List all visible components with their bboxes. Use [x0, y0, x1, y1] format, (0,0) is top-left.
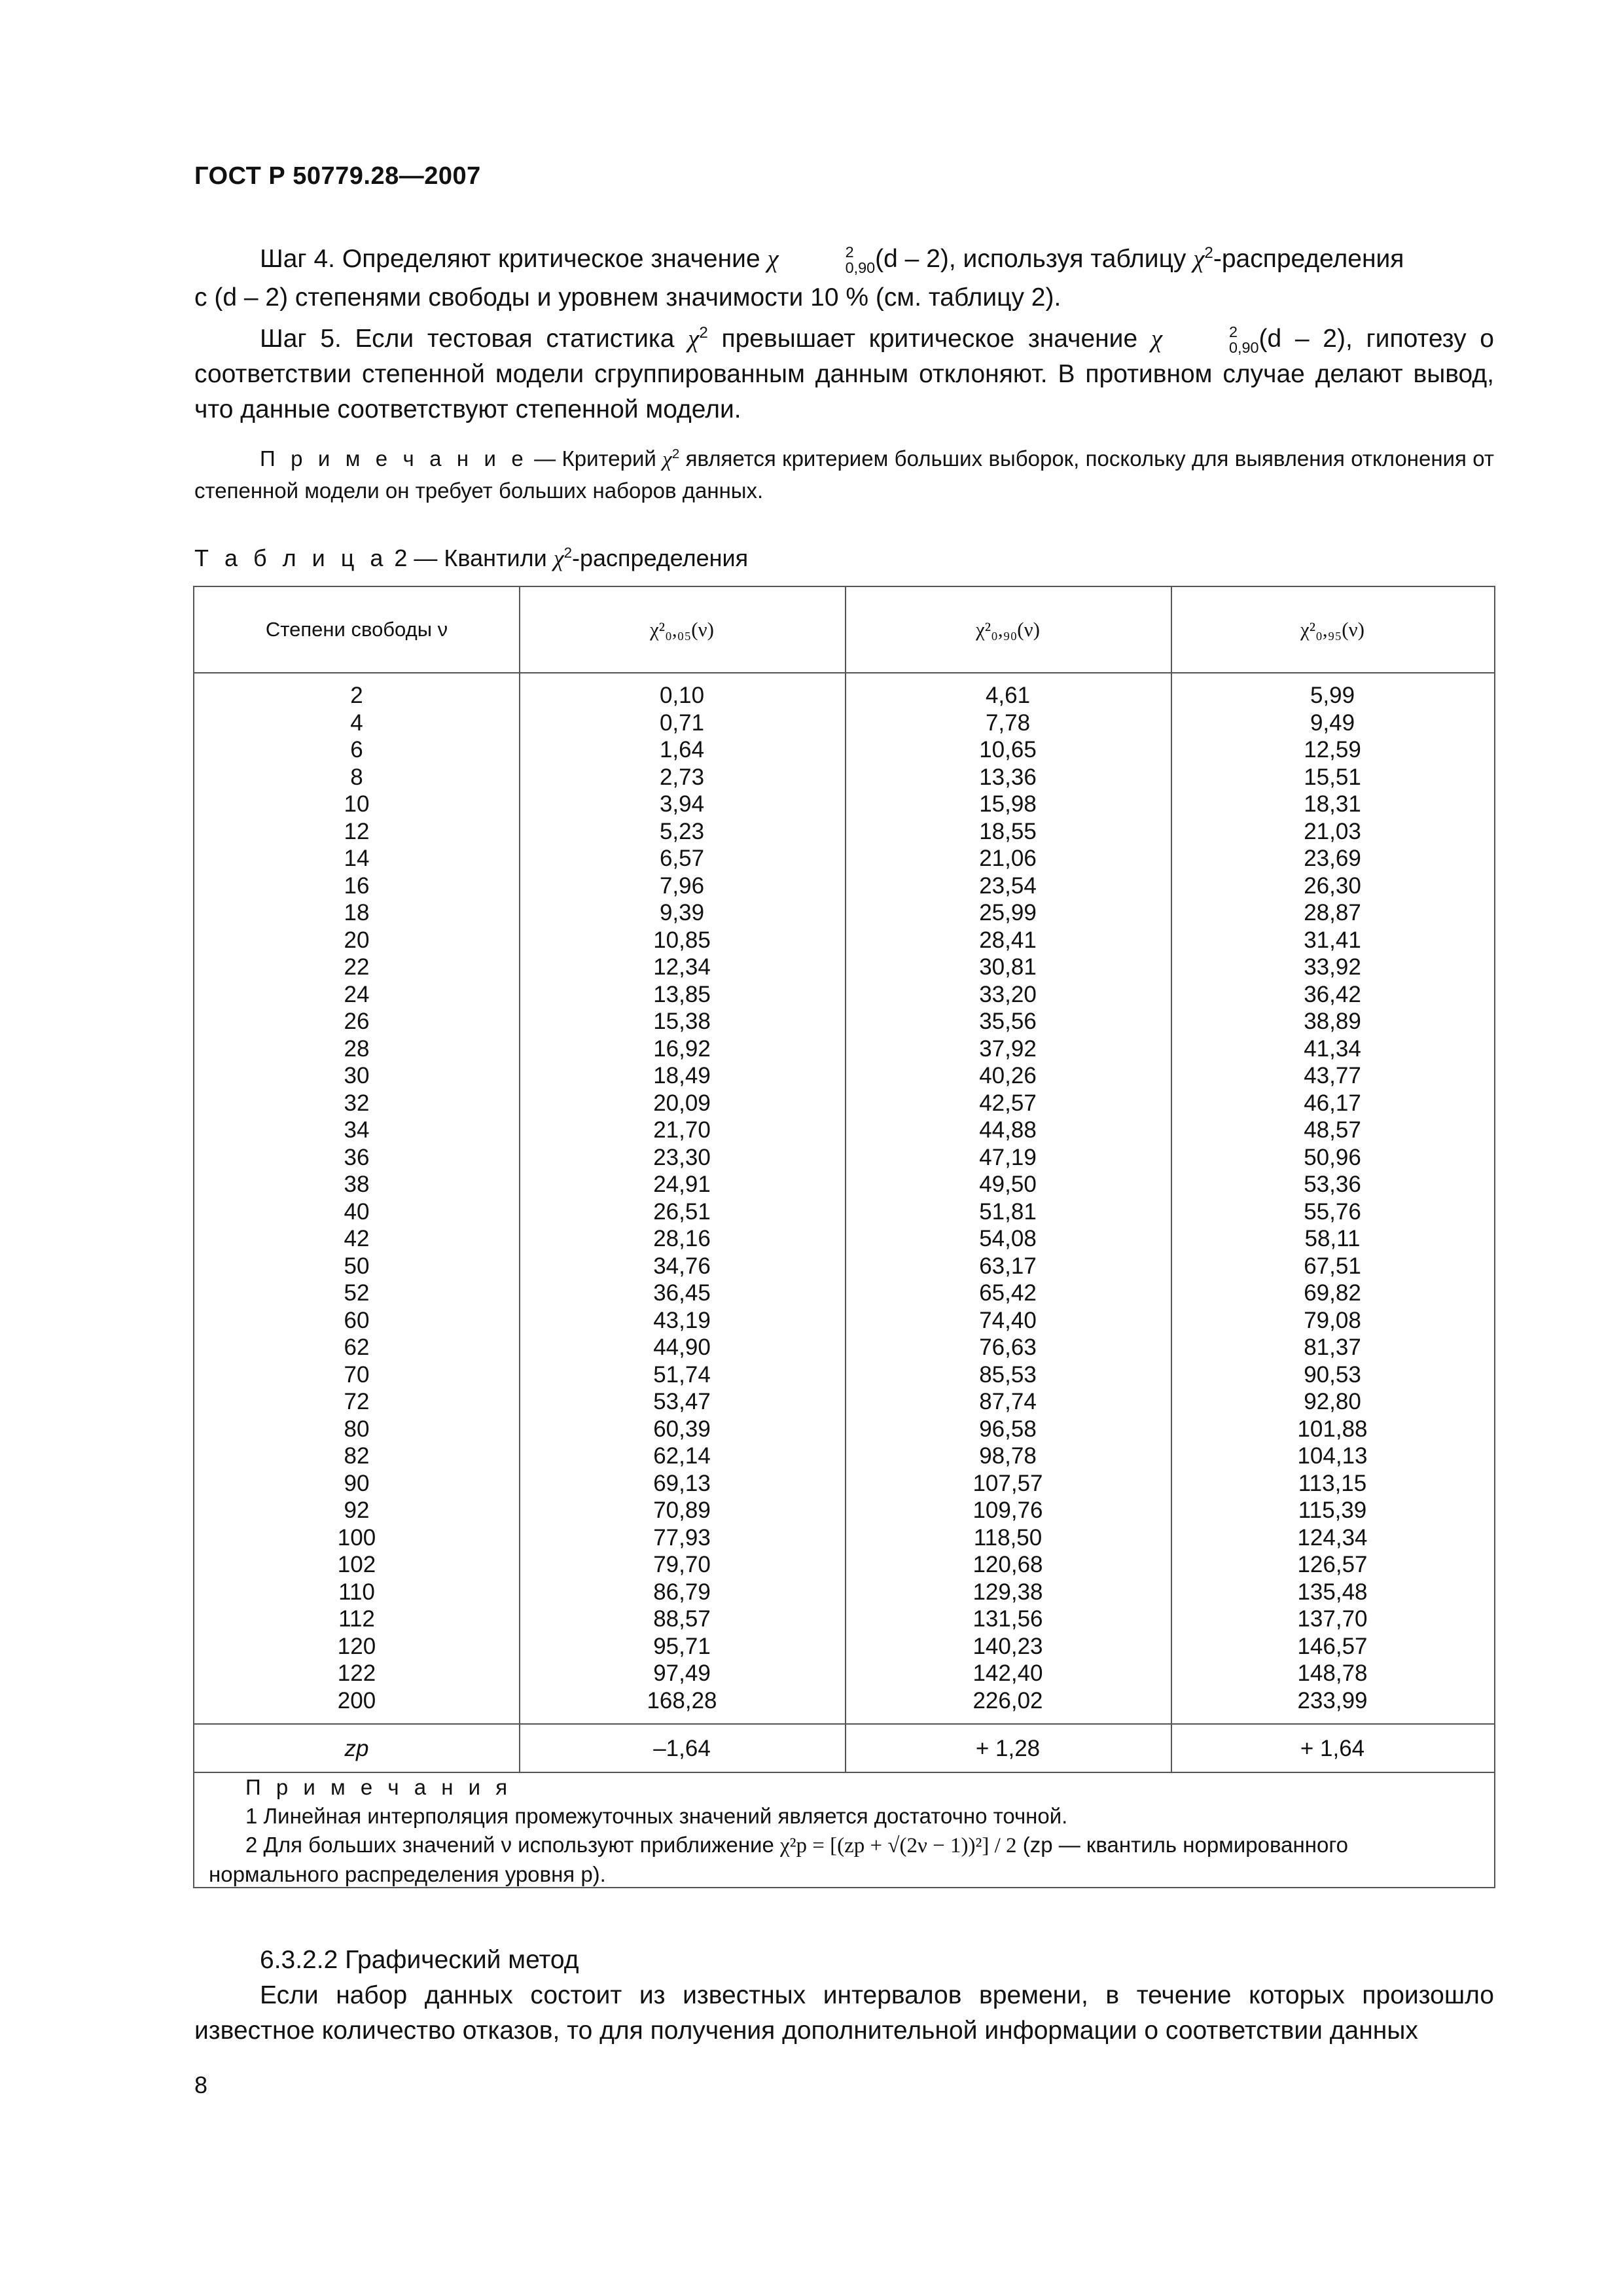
quantile-0-05-value: 95,71 — [653, 1633, 711, 1659]
quantile-0-90-value: 49,50 — [979, 1172, 1037, 1197]
header-degrees-of-freedom: Степени свободы ν — [265, 618, 448, 641]
nu-value: 22 — [344, 954, 370, 980]
quantile-0-95-value: 41,34 — [1304, 1035, 1361, 1062]
nu-value: 70 — [344, 1361, 370, 1388]
nu-value: 2 — [350, 683, 363, 708]
nu-value: 4 — [350, 709, 363, 736]
quantile-0-90-value: 63,17 — [979, 1253, 1037, 1279]
nu-value: 34 — [344, 1117, 370, 1143]
quantile-0-90-value: 74,40 — [979, 1307, 1037, 1333]
quantile-0-90-value: 107,57 — [972, 1470, 1043, 1496]
quantile-0-95-value: 50,96 — [1304, 1144, 1361, 1170]
table-note-2 — [194, 1831, 1494, 1860]
nu-value: 60 — [344, 1307, 370, 1333]
quantile-0-90-value: 109,76 — [972, 1498, 1043, 1523]
quantile-0-90-value: 33,20 — [979, 981, 1037, 1007]
quantile-0-95-value: 18,31 — [1304, 791, 1361, 817]
quantile-0-05-value: 43,19 — [653, 1307, 711, 1333]
nu-value: 40 — [344, 1198, 370, 1225]
step-5-middle: превышает критическое значение — [707, 325, 1151, 353]
quantile-0-95-value: 101,88 — [1297, 1416, 1368, 1442]
quantile-0-05-value: 60,39 — [653, 1416, 711, 1442]
quantile-0-05-value: 18,49 — [653, 1063, 711, 1088]
quantile-0-05-value: 70,89 — [653, 1498, 711, 1523]
chi-superscript: 2 — [1204, 244, 1213, 262]
header-chi-0-05: χ²₀,₀₅(ν) — [650, 618, 714, 641]
quantile-0-90-value: 37,92 — [979, 1035, 1037, 1062]
nu-value: 8 — [350, 764, 363, 790]
table-divider — [194, 1723, 1494, 1725]
table-notes — [194, 1773, 1494, 1889]
chi-symbol: χ — [1150, 325, 1163, 353]
quantile-0-95-value: 113,15 — [1298, 1470, 1367, 1496]
quantile-0-90-value: 226,02 — [972, 1687, 1043, 1713]
quantile-0-05-value: 10,85 — [653, 927, 711, 953]
nu-value: 52 — [344, 1280, 370, 1306]
quantile-0-95-value: 26,30 — [1304, 872, 1361, 899]
quantile-0-90-value: 54,08 — [979, 1226, 1037, 1251]
quantile-0-90-value: 142,40 — [972, 1660, 1043, 1686]
quantile-0-05-value: 0,10 — [659, 683, 705, 708]
nu-value: 82 — [344, 1443, 370, 1469]
quantile-0-05-value: 6,57 — [659, 846, 705, 871]
quantile-0-05-value: 7,96 — [659, 872, 705, 899]
quantile-0-90-value: 4,61 — [985, 683, 1031, 708]
quantile-0-95-value: 28,87 — [1304, 900, 1361, 925]
quantile-0-05-value: 97,49 — [653, 1660, 711, 1686]
table-caption-text: 2 — Квантили — [387, 545, 554, 571]
quantile-0-95-value: 124,34 — [1297, 1524, 1368, 1551]
quantile-0-05-value: 1,64 — [659, 737, 705, 762]
column-chi-0-05 — [519, 682, 845, 1714]
quantile-0-90-value: 10,65 — [979, 737, 1037, 762]
note-paragraph — [194, 439, 1494, 507]
quantile-0-05-value: 79,70 — [653, 1552, 711, 1577]
quantile-0-90-value: 13,36 — [979, 764, 1037, 790]
nu-value: 62 — [344, 1335, 370, 1360]
quantile-0-90-value: 25,99 — [979, 900, 1037, 925]
quantile-0-90-value: 18,55 — [979, 818, 1037, 844]
step-4-argument: (d – 2), используя таблицу — [875, 245, 1194, 273]
quantile-0-05-value: 0,71 — [659, 709, 705, 736]
page-number: 8 — [194, 2072, 208, 2098]
quantile-0-05-value: 9,39 — [659, 900, 705, 925]
step-5-suffix: (d – 2), гипотезу о соответствии степенной модели сгруппированным данным отклоняют. В противном случае делают вывод, что данные соответствуют степенной модели. — [194, 325, 1494, 423]
quantile-0-05-value: 23,30 — [653, 1144, 711, 1170]
table-notes-title: П р и м е ч а н и я — [245, 1775, 512, 1799]
column-chi-0-95 — [1171, 682, 1494, 1714]
quantile-0-95-value: 146,57 — [1297, 1633, 1368, 1659]
quantile-0-95-value: 67,51 — [1304, 1253, 1361, 1279]
chi-superscript: 2 — [845, 243, 854, 261]
nu-value: 10 — [344, 791, 370, 817]
quantile-0-95-value: 90,53 — [1304, 1361, 1361, 1388]
document-id: ГОСТ Р 50779.28—2007 — [194, 162, 481, 190]
step-5-paragraph — [194, 315, 1494, 427]
nu-value: 122 — [337, 1660, 376, 1686]
quantile-0-90-value: 98,78 — [979, 1443, 1037, 1469]
table-caption — [194, 545, 748, 572]
nu-value: 50 — [344, 1253, 370, 1279]
nu-value: 112 — [338, 1606, 375, 1632]
quantile-0-05-value: 86,79 — [653, 1579, 711, 1605]
quantile-0-95-value: 79,08 — [1304, 1307, 1361, 1333]
step-4-line-2: с (d – 2) степенями свободы и уровнем значимости 10 % (см. таблицу 2). — [194, 283, 1061, 312]
quantile-0-05-value: 88,57 — [653, 1606, 711, 1632]
section-text: Если набор данных состоит из известных интервалов времени, в течение которых произошло известное количество отказов, то для получения дополнительной информации о соответствии данных — [194, 1981, 1494, 2045]
nu-value: 32 — [344, 1090, 370, 1116]
nu-value: 80 — [344, 1416, 370, 1442]
quantile-0-95-value: 126,57 — [1297, 1552, 1368, 1577]
chi-symbol: χ — [662, 448, 672, 471]
step-4-prefix: Шаг 4. Определяют критическое значение — [260, 245, 768, 273]
chi-superscript: 2 — [699, 324, 708, 342]
quantile-0-95-value: 46,17 — [1304, 1090, 1361, 1116]
quantile-0-05-value: 51,74 — [653, 1361, 711, 1388]
nu-value: 6 — [350, 737, 363, 762]
quantile-0-90-value: 44,88 — [979, 1117, 1037, 1143]
approximation-formula: χ²p = [(zp + √(2ν − 1))²] / 2 — [780, 1834, 1017, 1857]
quantile-0-95-value: 69,82 — [1304, 1280, 1361, 1306]
quantile-0-95-value: 23,69 — [1304, 846, 1361, 871]
quantile-0-90-value: 42,57 — [979, 1090, 1037, 1116]
nu-value: 26 — [344, 1009, 370, 1034]
nu-value: 102 — [337, 1552, 376, 1577]
quantile-0-90-value: 129,38 — [972, 1579, 1043, 1605]
quantile-0-90-value: 118,50 — [973, 1524, 1043, 1551]
chi-symbol: χ — [767, 245, 779, 273]
quantile-0-05-value: 168,28 — [647, 1687, 717, 1713]
quantile-0-90-value: 76,63 — [979, 1335, 1037, 1360]
nu-value: 110 — [338, 1579, 375, 1605]
quantile-0-90-value: 30,81 — [979, 954, 1037, 980]
section-title: 6.3.2.2 Графический метод — [260, 1946, 579, 1974]
zp-label: zp — [344, 1736, 369, 1761]
quantile-0-05-value: 26,51 — [653, 1198, 711, 1225]
nu-value: 12 — [344, 818, 370, 844]
chi-symbol: χ — [688, 325, 700, 353]
nu-value: 16 — [344, 872, 370, 899]
quantile-0-95-value: 233,99 — [1297, 1687, 1368, 1713]
chi-superscript: 2 — [563, 545, 573, 561]
quantile-0-95-value: 53,36 — [1304, 1172, 1361, 1197]
chi-superscript: 2 — [1229, 323, 1238, 341]
quantile-0-90-value: 131,56 — [972, 1606, 1043, 1632]
chi-subscript: 0,90 — [1229, 338, 1259, 356]
chi-symbol: χ — [553, 545, 564, 571]
quantile-0-05-value: 13,85 — [653, 981, 711, 1007]
quantile-0-90-value: 35,56 — [979, 1009, 1037, 1034]
quantile-0-90-value: 15,98 — [979, 791, 1037, 817]
quantile-0-95-value: 135,48 — [1297, 1579, 1368, 1605]
quantile-0-05-value: 28,16 — [653, 1226, 711, 1251]
quantile-0-05-value: 20,09 — [653, 1090, 711, 1116]
quantile-0-95-value: 92,80 — [1304, 1389, 1361, 1414]
quantile-0-05-value: 12,34 — [653, 954, 711, 980]
quantile-0-05-value: 15,38 — [653, 1009, 711, 1034]
quantile-0-90-value: 65,42 — [979, 1280, 1037, 1306]
quantile-0-05-value: 5,23 — [659, 818, 705, 844]
nu-value: 42 — [344, 1226, 370, 1251]
quantile-0-90-value: 7,78 — [985, 709, 1031, 736]
quantile-0-05-value: 16,92 — [653, 1035, 711, 1062]
quantile-0-90-value: 47,19 — [979, 1144, 1037, 1170]
zp-value-0-95: + 1,64 — [1300, 1736, 1365, 1761]
nu-value: 72 — [344, 1389, 370, 1414]
header-chi-0-90: χ²₀,₉₀(ν) — [976, 618, 1040, 641]
nu-value: 18 — [344, 900, 370, 925]
nu-value: 28 — [344, 1035, 370, 1062]
nu-value: 92 — [344, 1498, 370, 1523]
quantile-0-95-value: 81,37 — [1304, 1335, 1361, 1360]
quantile-0-05-value: 69,13 — [653, 1470, 711, 1496]
quantile-table — [193, 586, 1495, 1888]
quantile-0-90-value: 23,54 — [979, 872, 1037, 899]
quantile-0-90-value: 140,23 — [972, 1633, 1043, 1659]
nu-value: 24 — [344, 981, 370, 1007]
column-chi-0-90 — [845, 682, 1171, 1714]
header-chi-0-95: χ²₀,₉₅(ν) — [1300, 618, 1364, 641]
quantile-0-90-value: 120,68 — [972, 1552, 1043, 1577]
table-note-2-suffix: (zp — квантиль нормированного — [1016, 1833, 1348, 1857]
quantile-0-05-value: 24,91 — [653, 1172, 711, 1197]
table-caption-label: Т а б л и ц а — [194, 545, 388, 571]
nu-value: 100 — [337, 1524, 376, 1551]
step-4-paragraph — [194, 236, 1494, 277]
quantile-0-90-value: 85,53 — [979, 1361, 1037, 1388]
quantile-0-05-value: 21,70 — [653, 1117, 711, 1143]
quantile-0-95-value: 55,76 — [1304, 1198, 1361, 1225]
quantile-0-05-value: 34,76 — [653, 1253, 711, 1279]
quantile-0-05-value: 44,90 — [653, 1335, 711, 1360]
nu-value: 120 — [337, 1633, 376, 1659]
table-caption-suffix: -распределения — [572, 545, 749, 571]
quantile-0-95-value: 137,70 — [1297, 1606, 1368, 1632]
nu-value: 200 — [337, 1687, 376, 1713]
nu-value: 30 — [344, 1063, 370, 1088]
quantile-0-95-value: 9,49 — [1310, 709, 1355, 736]
quantile-0-95-value: 12,59 — [1304, 737, 1361, 762]
quantile-0-05-value: 77,93 — [653, 1524, 711, 1551]
quantile-0-95-value: 21,03 — [1304, 818, 1361, 844]
quantile-0-95-value: 104,13 — [1297, 1443, 1368, 1469]
quantile-0-95-value: 115,39 — [1298, 1498, 1367, 1523]
quantile-0-95-value: 33,92 — [1304, 954, 1361, 980]
nu-value: 38 — [344, 1172, 370, 1197]
note-dash: — Критерий — [527, 446, 663, 471]
note-text: является критерием больших выборок, поскольку для выявления отклонения от степенной модели он требует больших наборов данных. — [194, 446, 1494, 503]
table-note-2-prefix: 2 Для больших значений ν используют приближение — [245, 1833, 780, 1857]
nu-value: 90 — [344, 1470, 370, 1496]
quantile-0-95-value: 148,78 — [1297, 1660, 1368, 1686]
nu-value: 20 — [344, 927, 370, 953]
quantile-0-05-value: 53,47 — [653, 1389, 711, 1414]
quantile-0-90-value: 51,81 — [979, 1198, 1037, 1225]
step-5-prefix: Шаг 5. Если тестовая статистика — [260, 325, 688, 353]
quantile-0-95-value: 36,42 — [1304, 981, 1361, 1007]
note-label: П р и м е ч а н и е — [260, 446, 528, 471]
quantile-0-05-value: 3,94 — [659, 791, 705, 817]
quantile-0-95-value: 38,89 — [1304, 1009, 1361, 1034]
quantile-0-95-value: 43,77 — [1304, 1063, 1361, 1088]
table-divider — [194, 672, 1494, 673]
table-note-1: 1 Линейная интерполяция промежуточных значений является достаточно точной. — [245, 1804, 1068, 1828]
nu-value: 14 — [344, 846, 370, 871]
quantile-0-90-value: 40,26 — [979, 1063, 1037, 1088]
quantile-0-95-value: 48,57 — [1304, 1117, 1361, 1143]
quantile-0-05-value: 62,14 — [653, 1443, 711, 1469]
quantile-0-95-value: 15,51 — [1304, 764, 1361, 790]
quantile-0-95-value: 5,99 — [1310, 683, 1355, 708]
column-degrees-of-freedom — [194, 682, 519, 1714]
quantile-0-90-value: 96,58 — [979, 1416, 1037, 1442]
chi-subscript: 0,90 — [845, 259, 876, 276]
quantile-0-90-value: 28,41 — [979, 927, 1037, 953]
zp-value-0-05: –1,64 — [653, 1736, 711, 1761]
zp-value-0-90: + 1,28 — [975, 1736, 1041, 1761]
chi-symbol: χ — [1193, 245, 1205, 273]
nu-value: 36 — [344, 1144, 370, 1170]
quantile-0-95-value: 58,11 — [1304, 1226, 1361, 1251]
quantile-0-95-value: 31,41 — [1304, 927, 1361, 953]
chi-superscript: 2 — [671, 446, 680, 461]
quantile-0-05-value: 2,73 — [659, 764, 705, 790]
quantile-0-90-value: 87,74 — [979, 1389, 1037, 1414]
quantile-0-05-value: 36,45 — [653, 1280, 711, 1306]
step-4-suffix: -распределения — [1213, 245, 1404, 273]
table-note-2-continuation: нормального распределения уровня p). — [209, 1862, 606, 1886]
quantile-0-90-value: 21,06 — [979, 846, 1037, 871]
